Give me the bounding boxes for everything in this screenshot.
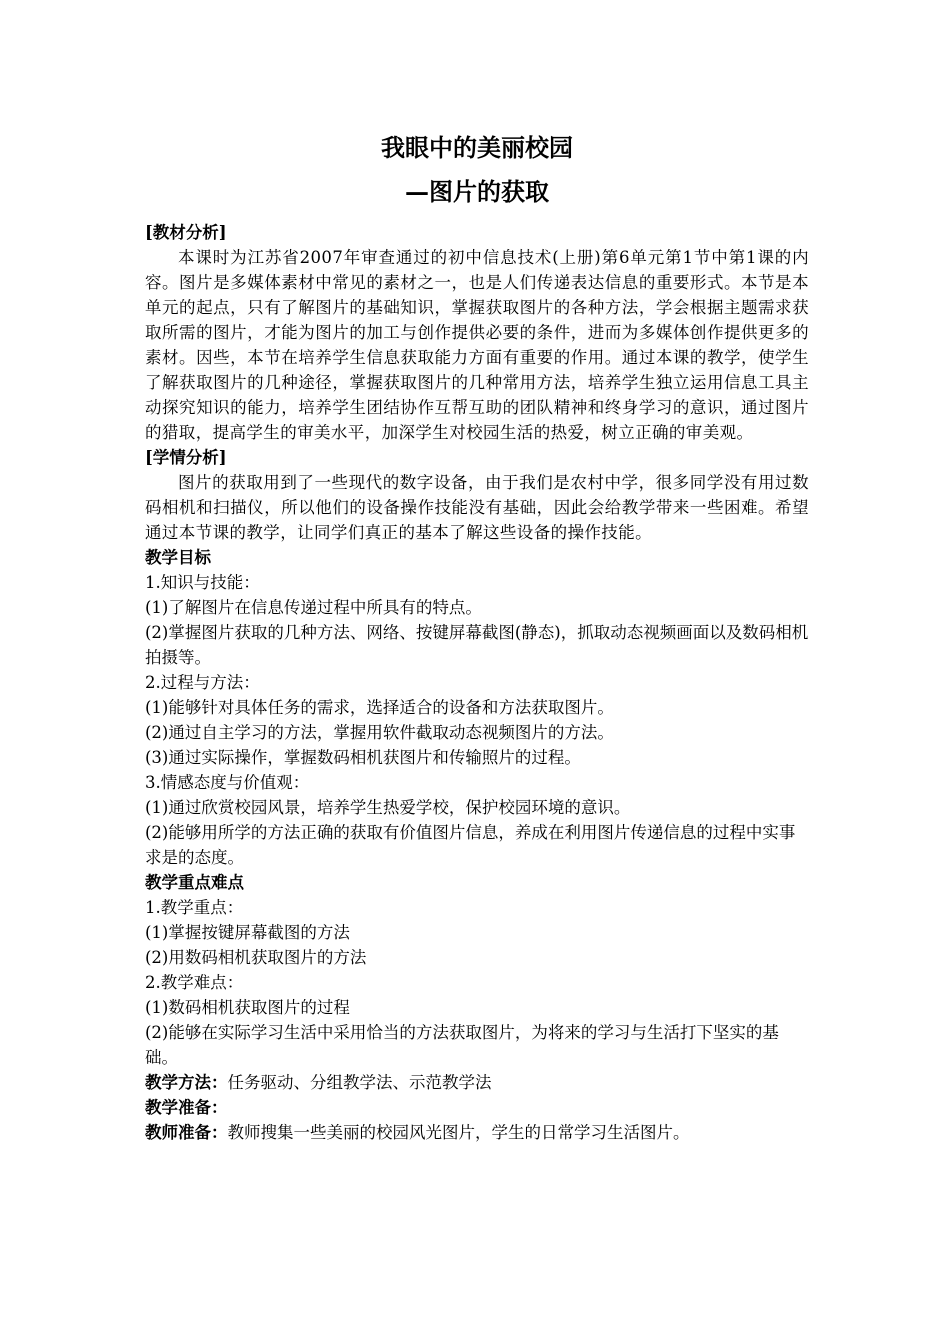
methods-row [145, 1070, 809, 1095]
key-point-line: 1.教学重点： [145, 898, 244, 917]
page-subtitle: —图片的获取 [405, 177, 549, 206]
objective-line: (2)掌握图片获取的几种方法、网络、按键屏幕截图(静态)，抓取动态视频画面以及数码相机拍摄等。 [145, 623, 809, 667]
key-point-line: (1)数码相机获取图片的过程 [145, 998, 350, 1017]
objective-line: (2)通过自主学习的方法，掌握用软件截取动态视频图片的方法。 [145, 723, 614, 742]
document-page [145, 128, 809, 1145]
objective-line: 1.知识与技能： [145, 573, 260, 592]
objective-line: (1)了解图片在信息传递过程中所具有的特点。 [145, 598, 482, 617]
textbook-analysis-body: 本课时为江苏省2007年审查通过的初中信息技术(上册)第6单元第1节中第1课的内容。图片是多媒体素材中常见的素材之一，也是人们传递表达信息的重要形式。本节是本单元的起点，只有了解图片的基础知识，掌握获取图片的各种方法，学会根据主题需求获取所需的图片，才能为图片的加工与创作提供必要的条件，进而为多媒体创作提供更多的素材。因些，本节在培养学生信息获取能力方面有重要的作用。通过本课的教学，使学生了解获取图片的几种途径，掌握获取图片的几种常用方法，培养学生独立运用信息工具主动探究知识的能力，培养学生团结协作互帮互助的团队精神和终身学习的意识，通过图片的猎取，提高学生的审美水平，加深学生对校园生活的热爱，树立正确的审美观。 [145, 248, 809, 442]
teacher-prep-label: 教师准备： [145, 1123, 228, 1142]
preparation-row [145, 1095, 809, 1120]
methods-value: 任务驱动、分组教学法、示范教学法 [227, 1073, 492, 1092]
objectives-heading: 教学目标 [145, 548, 211, 567]
page-title: 我眼中的美丽校园 [381, 133, 573, 162]
textbook-analysis-heading: [教材分析] [145, 223, 227, 242]
objective-line: (1)通过欣赏校园风景，培养学生热爱学校，保护校园环境的意识。 [145, 798, 631, 817]
objective-line: (1)能够针对具体任务的需求，选择适合的设备和方法获取图片。 [145, 698, 614, 717]
preparation-label: 教学准备： [145, 1098, 228, 1117]
key-point-line: 2.教学难点： [145, 973, 244, 992]
student-analysis-heading: [学情分析] [145, 448, 227, 467]
key-points-heading: 教学重点难点 [145, 873, 244, 892]
teacher-prep-value: 教师搜集一些美丽的校园风光图片，学生的日常学习生活图片。 [227, 1123, 690, 1142]
objective-line: 3.情感态度与价值观： [145, 773, 310, 792]
objective-line: 2.过程与方法： [145, 673, 260, 692]
methods-label: 教学方法： [145, 1073, 228, 1092]
objective-line: (3)通过实际操作，掌握数码相机获图片和传输照片的过程。 [145, 748, 581, 767]
objective-line: (2)能够用所学的方法正确的获取有价值图片信息，养成在利用图片传递信息的过程中实事求是的态度。 [145, 823, 796, 867]
key-point-line: (1)掌握按键屏幕截图的方法 [145, 923, 350, 942]
key-point-line: (2)能够在实际学习生活中采用恰当的方法获取图片，为将来的学习与生活打下坚实的基础。 [145, 1023, 779, 1067]
teacher-prep-row [145, 1120, 809, 1145]
student-analysis-body: 图片的获取用到了一些现代的数字设备，由于我们是农村中学，很多同学没有用过数码相机和扫描仪，所以他们的设备操作技能没有基础，因此会给教学带来一些困难。希望通过本节课的教学，让同学们真正的基本了解这些设备的操作技能。 [145, 473, 809, 542]
key-point-line: (2)用数码相机获取图片的方法 [145, 948, 367, 967]
